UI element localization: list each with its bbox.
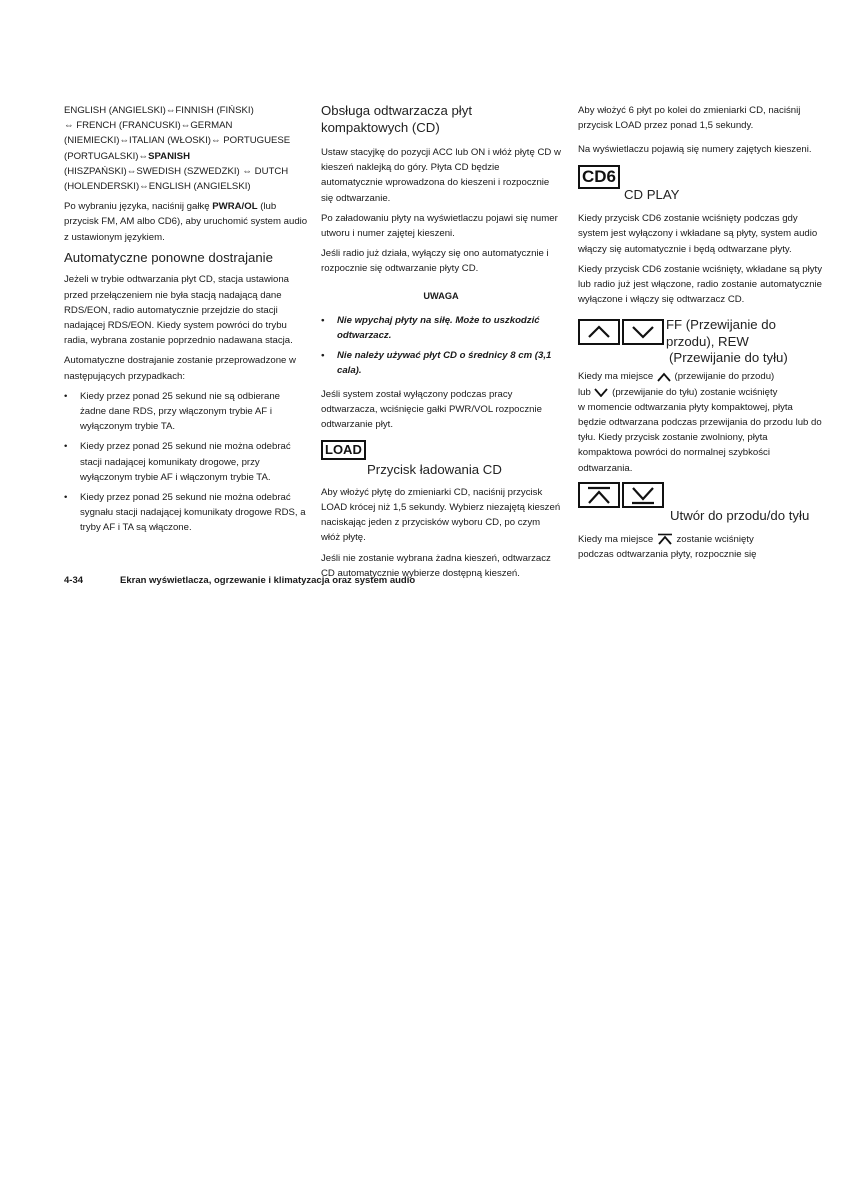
fast-forward-icon: [656, 372, 672, 382]
list-item: • Kiedy przez ponad 25 sekund nie można odebrać sygnału stacji nadającej komunikaty drogowe RDS, a tryby AF i TA są włączone.: [64, 490, 308, 536]
section-heading-track: Utwór do przodu/do tyłu: [670, 507, 810, 523]
ff-rew-section: [578, 317, 822, 367]
track-forward-icon: [656, 533, 674, 545]
section-heading-load: Przycisk ładowania CD: [367, 462, 502, 478]
warning-title: UWAGA: [423, 290, 459, 301]
paragraph: Jeśli system został wyłączony podczas pracy odtwarzacza, wciśnięcie gałki PWR/VOL rozpocznie odtwarzanie płyt.: [321, 388, 542, 431]
track-back-button-icon: [622, 482, 664, 508]
double-arrow-icon: ⇔: [210, 135, 221, 147]
rewind-icon: [593, 387, 609, 397]
cd6-button-icon: CD6: [578, 165, 620, 189]
double-arrow-icon: ⇔: [64, 120, 74, 132]
cd6-section-header: [578, 165, 822, 189]
paragraph: Po załadowaniu płyty na wyświetlaczu pojawi się numer utworu i numer zajętej kieszeni.: [321, 212, 558, 240]
double-arrow-icon: ⇔: [119, 135, 130, 147]
language-select-note: Po wybraniu języka, naciśnij gałkę PWRA/OL (lub przycisk FM, AM albo CD6), aby uruchomić system audio z ustawionym językiem.: [64, 201, 308, 243]
paragraph: Kiedy przycisk CD6 zostanie wciśnięty podczas gdy system jest wyłączony i wkładane są płyty, system audio włączy się automatycznie i będą odtwarzane płyty.: [578, 213, 818, 255]
section-heading-auto-retune: Automatyczne ponowne dostrajanie: [64, 249, 273, 265]
paragraph: Jeżeli w trybie odtwarzania płyt CD, stacja ustawiona przed przełączeniem nie była stacją nadającą dane RDS/EON, radio automatycznie przejdzie do stacji nadającej RDS/EON. Kiedy system powróci do trybu radia, wybrana zostanie poprzednio nadawana stacja.: [64, 274, 293, 347]
language-sequence: ENGLISH (ANGIELSKI)⇔FINNISH (FIŃSKI) ⇔ FRENCH (FRANCUSKI)⇔GERMAN (NIEMIECKI)⇔ITALIAN (WŁOSKI)⇔ PORTUGUESE (PORTUGALSKI)⇔SPANISH (HISZPAŃSKI)⇔SWEDISH (SZWEDZKI) ⇔ DUTCH (HOLENDERSKI)⇔ENGLISH (ANGIELSKI): [64, 105, 291, 193]
rewind-button-icon: [622, 319, 664, 345]
double-arrow-icon: ⇔: [126, 165, 137, 177]
paragraph-ff-rew: Kiedy ma miejsce (przewijanie do przodu) lub (przewijanie do tyłu) zostanie wciśnięty w momencie odtwarzania płyty kompaktowej, płyta będzie odtwarzana podczas przewijania do przodu lub do tyłu. Kiedy przycisk zostanie zwolniony, płyta kompaktowa powróci do normalnej szybkości odtwarzania.: [578, 371, 822, 474]
paragraph: Jeśli nie zostanie wybrana żadna kieszeń, odtwarzacz CD automatycznie wybierze dostępną kieszeń.: [321, 552, 551, 579]
list-item: • Kiedy przez ponad 25 sekund nie można odebrać stacji nadającej komunikaty drogowe, przy wyłączonym trybie AF i włączonym trybie TA.: [64, 439, 308, 485]
double-arrow-icon: ⇔: [139, 181, 149, 193]
load-section-header: [321, 440, 561, 460]
chapter-title: Ekran wyświetlacza, ogrzewanie i klimatyzacja oraz system audio: [120, 575, 416, 586]
track-section: [578, 482, 822, 528]
paragraph: Automatyczne dostrajanie zostanie przeprowadzone w następujących przypadkach:: [64, 355, 296, 382]
section-heading-cd-player: Obsługa odtwarzacza płyt kompaktowych (CD): [321, 103, 472, 135]
double-arrow-icon: ⇔: [165, 105, 176, 116]
paragraph: Aby włożyć płytę do zmieniarki CD, naciśnij przycisk LOAD krócej niż 1,5 sekundy. Wybierz niezajętą kieszeń naciskając jeden z przycisków wyboru CD, po czym włóż płytę.: [321, 486, 561, 544]
fast-forward-button-icon: [578, 319, 620, 345]
paragraph-track: Kiedy ma miejsce zostanie wciśnięty podczas odtwarzania płyty, rozpocznie się: [578, 533, 757, 560]
column-right: [578, 103, 822, 567]
page-footer: [64, 575, 415, 586]
page-number: 4-34: [64, 575, 84, 586]
warning-list: [321, 313, 561, 379]
column-left: [64, 103, 308, 541]
column-middle: [321, 103, 561, 586]
load-button-icon: LOAD: [321, 440, 366, 460]
track-forward-button-icon: [578, 482, 620, 508]
paragraph: Jeśli radio już działa, wyłączy się ono automatycznie i rozpocznie się odtwarzanie płyty CD.: [321, 248, 549, 275]
section-heading-cd-play: CD PLAY: [624, 186, 680, 202]
warning-item: • Nie wpychaj płyty na siłę. Może to uszkodzić odtwarzacz.: [321, 313, 561, 343]
double-arrow-icon: ⇔: [242, 165, 252, 177]
paragraph: Na wyświetlaczu pojawią się numery zajętych kieszeni.: [578, 144, 812, 156]
paragraph: Kiedy przycisk CD6 zostanie wciśnięty, wkładane są płyty lub radio już jest włączone, radio zostanie automatycznie wyłączone i włączy się odtwarzacz CD.: [578, 263, 822, 306]
paragraph: Aby włożyć 6 płyt po kolei do zmieniarki CD, naciśnij przycisk LOAD przez ponad 1,5 sekundy.: [578, 105, 801, 132]
warning-item: • Nie należy używać płyt CD o średnicy 8 cm (3,1 cala).: [321, 348, 561, 378]
section-heading-ff-rew: FF (Przewijanie do przodu), REW (Przewijanie do tyłu): [666, 317, 788, 366]
list-item: • Kiedy przez ponad 25 sekund nie są odbierane żadne dane RDS, przy włączonym trybie AF i wyłączonym trybie TA.: [64, 389, 308, 435]
bullet-list: [64, 389, 308, 536]
paragraph: Ustaw stacyjkę do pozycji ACC lub ON i włóż płytę CD w kieszeń naklejką do góry. Płyta CD będzie automatycznie wprowadzona do kieszeni i rozpocznie się odtwarzanie.: [321, 147, 561, 204]
double-arrow-icon: ⇔: [138, 150, 149, 162]
double-arrow-icon: ⇔: [180, 120, 191, 132]
